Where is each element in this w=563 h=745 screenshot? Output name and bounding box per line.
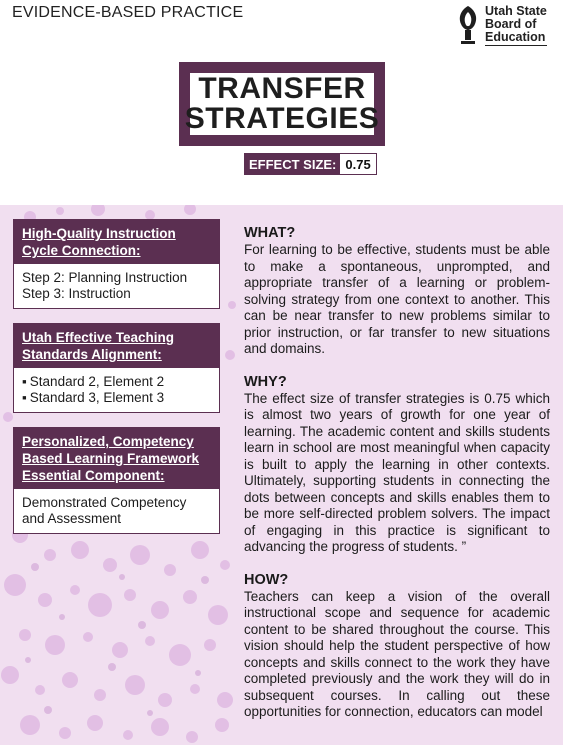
header-label: EVIDENCE-BASED PRACTICE <box>12 4 244 21</box>
why-heading: WHY? <box>244 373 287 390</box>
effect-size-value: 0.75 <box>340 154 375 174</box>
how-text: Teachers can keep a vision of the overall instructional scope and sequence for academic content to be shared throughout the course. This vision should help the student perspective of how concepts and skills connect to the work they have completed previously and the work they will do in subsequent courses. In calling out these opportunities for connection, educators can model <box>244 588 550 719</box>
how-heading: HOW? <box>244 571 289 588</box>
card-competency-framework <box>13 427 220 534</box>
effect-size-badge <box>244 153 377 175</box>
card-body: Step 2: Planning Instruction Step 3: Instruction <box>22 270 188 301</box>
card-heading: High-Quality Instruction Cycle Connection: <box>14 220 219 264</box>
why-text: The effect size of transfer strategies is 0.75 which is almost two years of growth for one year of learning. The academic content and skills students learn in school are most meaningful when capacity is built to apply the learning in other contexts. Ultimately, supporting students in connecting the dots between concepts and skills enables them to be more self-directed problem solvers. The impact of engaging in this practice is significant to advancing the progress of students. ” <box>244 390 550 554</box>
usbe-logo <box>452 2 556 48</box>
card-teaching-standards <box>13 323 220 413</box>
what-text: For learning to be effective, students must be able to make a spontaneous, unprompted, and appropriate transfer of a learning or problem-solving strategy from one context to another. This can be near transfer to new problems similar to prior instruction, or far transfer to new situations and domains. <box>244 242 550 356</box>
main-text-column <box>244 225 550 737</box>
card-heading: Personalized, Competency Based Learning Framework Essential Component: <box>14 428 219 489</box>
effect-size-label: EFFECT SIZE: <box>245 154 340 174</box>
what-heading: WHAT? <box>244 225 296 241</box>
title-box <box>179 62 385 146</box>
title-line-2: STRATEGIES <box>184 102 380 135</box>
content-panel <box>0 205 563 745</box>
card-heading: Utah Effective Teaching Standards Alignment: <box>14 324 219 368</box>
torch-icon <box>452 2 484 48</box>
title-line-1: TRANSFER <box>198 72 366 105</box>
card-body: Demonstrated Competency and Assessment <box>22 495 187 526</box>
card-instruction-cycle <box>13 219 220 309</box>
card-body <box>14 368 219 412</box>
list-item: ▪ Standard 2, Element 2 <box>22 374 211 390</box>
logo-wordmark: Utah State Board of Education <box>485 4 547 44</box>
list-item: ▪ Standard 3, Element 3 <box>22 390 211 406</box>
